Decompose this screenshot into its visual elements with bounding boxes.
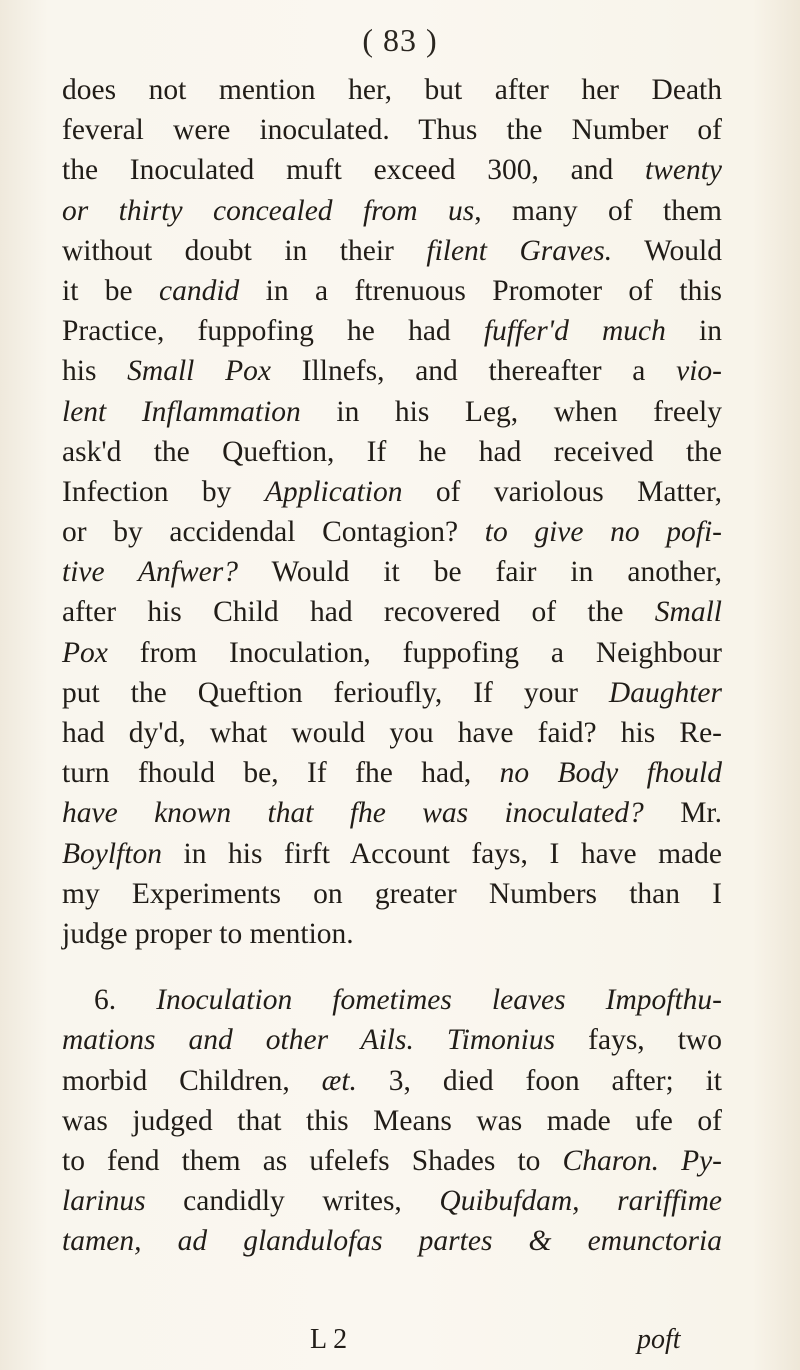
text-line: after his Child had recovered of the Small xyxy=(62,596,722,629)
text-line: or thirty concealed from us, many of them xyxy=(62,194,722,227)
text-line: Boylfton in his firft Account fays, I have made xyxy=(62,837,722,870)
text-line: put the Queftion ferioufly, If your Daughter xyxy=(62,676,722,709)
text-line: larinus candidly writes, Quibufdam, rariffime xyxy=(62,1185,722,1218)
text-line: 6. Inoculation fometimes leaves Impofthu- xyxy=(94,984,723,1017)
text-line: have known that fhe was inoculated? Mr. xyxy=(62,797,722,830)
text-line: feveral were inoculated. Thus the Number of xyxy=(62,114,722,147)
text-line: the Inoculated muft exceed 300, and twenty xyxy=(62,154,722,187)
text-line: had dy'd, what would you have faid? his Re- xyxy=(62,717,722,749)
body-text xyxy=(62,70,722,1261)
text-line: Pox from Inoculation, fuppofing a Neighbour xyxy=(62,636,722,669)
text-line: without doubt in their filent Graves. Would xyxy=(62,234,722,267)
text-line: does not mention her, but after her Death xyxy=(62,74,722,106)
paragraph-2 xyxy=(62,980,722,1261)
paragraph-gap xyxy=(62,954,722,980)
text-line: lent Inflammation in his Leg, when freely xyxy=(62,395,723,428)
paragraph-1 xyxy=(62,70,722,954)
text-line: morbid Children, æt. 3, died foon after; it xyxy=(62,1064,723,1097)
signature-mark: L 2 xyxy=(310,1324,348,1355)
text-line: to fend them as ufelefs Shades to Charon. Py- xyxy=(62,1144,723,1177)
page-footer xyxy=(0,1324,800,1364)
text-line: or by accidendal Contagion? to give no pofi- xyxy=(62,516,722,549)
text-line: it be candid in a ftrenuous Promoter of this xyxy=(62,274,722,307)
text-line: Infection by Application of variolous Matter, xyxy=(62,475,722,508)
text-line: mations and other Ails. Timonius fays, two xyxy=(62,1024,722,1057)
text-line: my Experiments on greater Numbers than I xyxy=(62,877,722,910)
text-line: tive Anfwer? Would it be fair in another, xyxy=(62,556,723,589)
text-line: judge proper to mention. xyxy=(62,917,354,950)
text-line: was judged that this Means was made ufe of xyxy=(62,1104,722,1137)
text-line: Practice, fuppofing he had fuffer'd much in xyxy=(62,315,723,348)
text-line: ask'd the Queftion, If he had received the xyxy=(62,435,722,468)
catchword: poft xyxy=(637,1324,681,1355)
page-number: ( 83 ) xyxy=(362,22,438,58)
text-line: tamen, ad glandulofas partes & emunctoria xyxy=(62,1225,722,1258)
text-line: his Small Pox Illnefs, and thereafter a vio- xyxy=(62,355,722,388)
text-line: turn fhould be, If fhe had, no Body fhould xyxy=(62,757,722,790)
